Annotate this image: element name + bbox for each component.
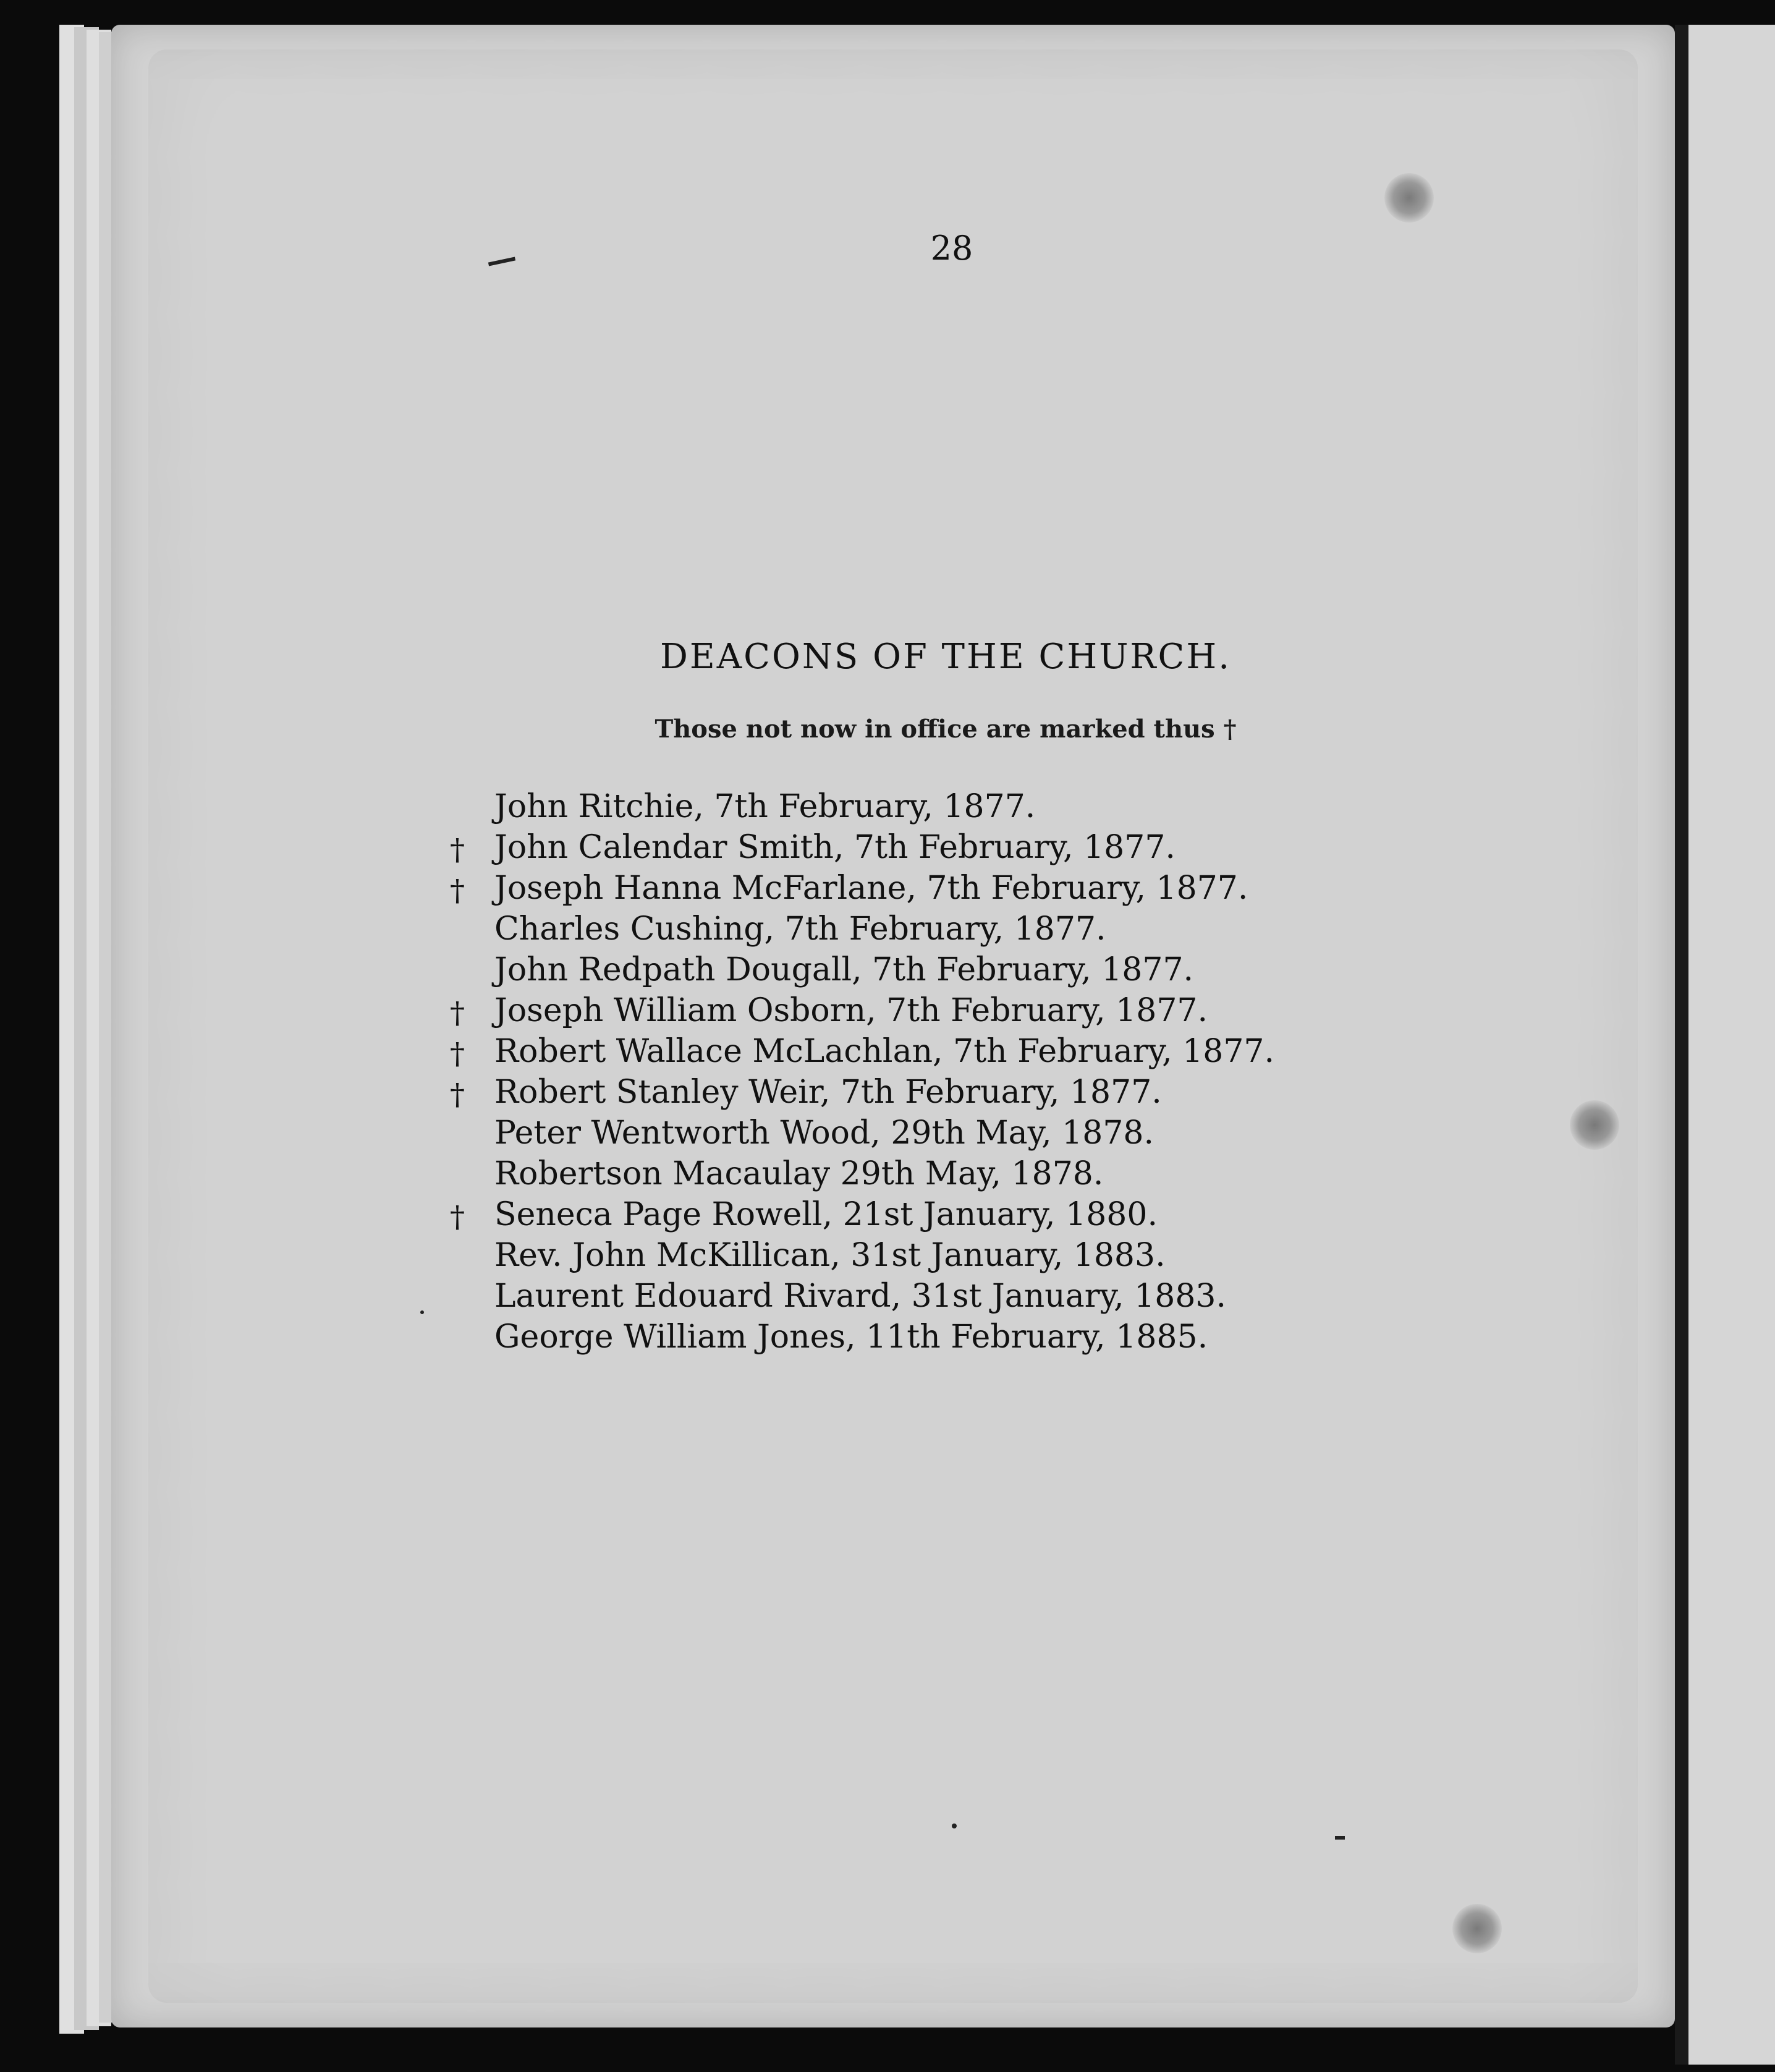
deacon-entry xyxy=(445,949,1372,990)
book-gutter xyxy=(1675,25,1688,2065)
deacon-entry xyxy=(445,1194,1372,1235)
page-number: 28 xyxy=(930,229,973,268)
stray-mark xyxy=(1335,1836,1345,1840)
deacon-name-date: Robert Wallace McLachlan, 7th February, 1877. xyxy=(494,1033,1275,1070)
deacon-name-date: Joseph Hanna McFarlane, 7th February, 1877. xyxy=(494,870,1248,907)
deacon-name-date: Rev. John McKillican, 31st January, 1883. xyxy=(494,1237,1166,1274)
deacon-entry xyxy=(445,1031,1372,1072)
foxing-spot xyxy=(1384,173,1434,223)
stray-mark xyxy=(488,257,515,266)
dagger-mark: † xyxy=(450,1077,465,1112)
dagger-mark: † xyxy=(450,996,465,1030)
deacon-name-date: Laurent Edouard Rivard, 31st January, 1883. xyxy=(494,1278,1227,1315)
deacon-list xyxy=(445,786,1372,1357)
deacon-entry xyxy=(445,909,1372,949)
deacon-name-date: Charles Cushing, 7th February, 1877. xyxy=(494,911,1106,948)
section-heading: DEACONS OF THE CHURCH. xyxy=(659,637,1232,677)
foxing-spot xyxy=(1452,1904,1502,1953)
deacon-name-date: Seneca Page Rowell, 21st January, 1880. xyxy=(494,1196,1158,1233)
dagger-mark: † xyxy=(450,833,465,867)
deacon-name-date: John Ritchie, 7th February, 1877. xyxy=(494,788,1036,825)
deacon-name-date: Robertson Macaulay 29th May, 1878. xyxy=(494,1155,1104,1192)
facing-page-edge xyxy=(1688,25,1775,2065)
deacon-entry xyxy=(445,990,1372,1031)
stray-mark xyxy=(420,1310,424,1314)
deacon-entry xyxy=(445,1317,1372,1357)
deacon-name-date: Robert Stanley Weir, 7th February, 1877. xyxy=(494,1074,1162,1111)
deacon-name-date: George William Jones, 11th February, 1885. xyxy=(494,1318,1208,1356)
deacon-entry xyxy=(445,827,1372,868)
deacon-entry xyxy=(445,1235,1372,1276)
deacon-entry xyxy=(445,1113,1372,1153)
stray-mark xyxy=(952,1824,957,1828)
deacon-entry xyxy=(445,1276,1372,1317)
deacon-entry xyxy=(445,868,1372,909)
deacon-name-date: Joseph William Osborn, 7th February, 1877. xyxy=(494,992,1208,1029)
dagger-mark: † xyxy=(450,1037,465,1071)
deacon-entry xyxy=(445,1072,1372,1113)
dagger-mark: † xyxy=(450,873,465,908)
section-note: Those not now in office are marked thus † xyxy=(655,715,1237,744)
deacon-name-date: John Redpath Dougall, 7th February, 1877. xyxy=(494,951,1194,988)
deacon-name-date: Peter Wentworth Wood, 29th May, 1878. xyxy=(494,1115,1154,1152)
deacon-entry xyxy=(445,1153,1372,1194)
foxing-spot xyxy=(1570,1100,1619,1150)
deacon-entry xyxy=(445,786,1372,827)
deacon-name-date: John Calendar Smith, 7th February, 1877. xyxy=(494,829,1176,866)
dagger-mark: † xyxy=(450,1200,465,1234)
